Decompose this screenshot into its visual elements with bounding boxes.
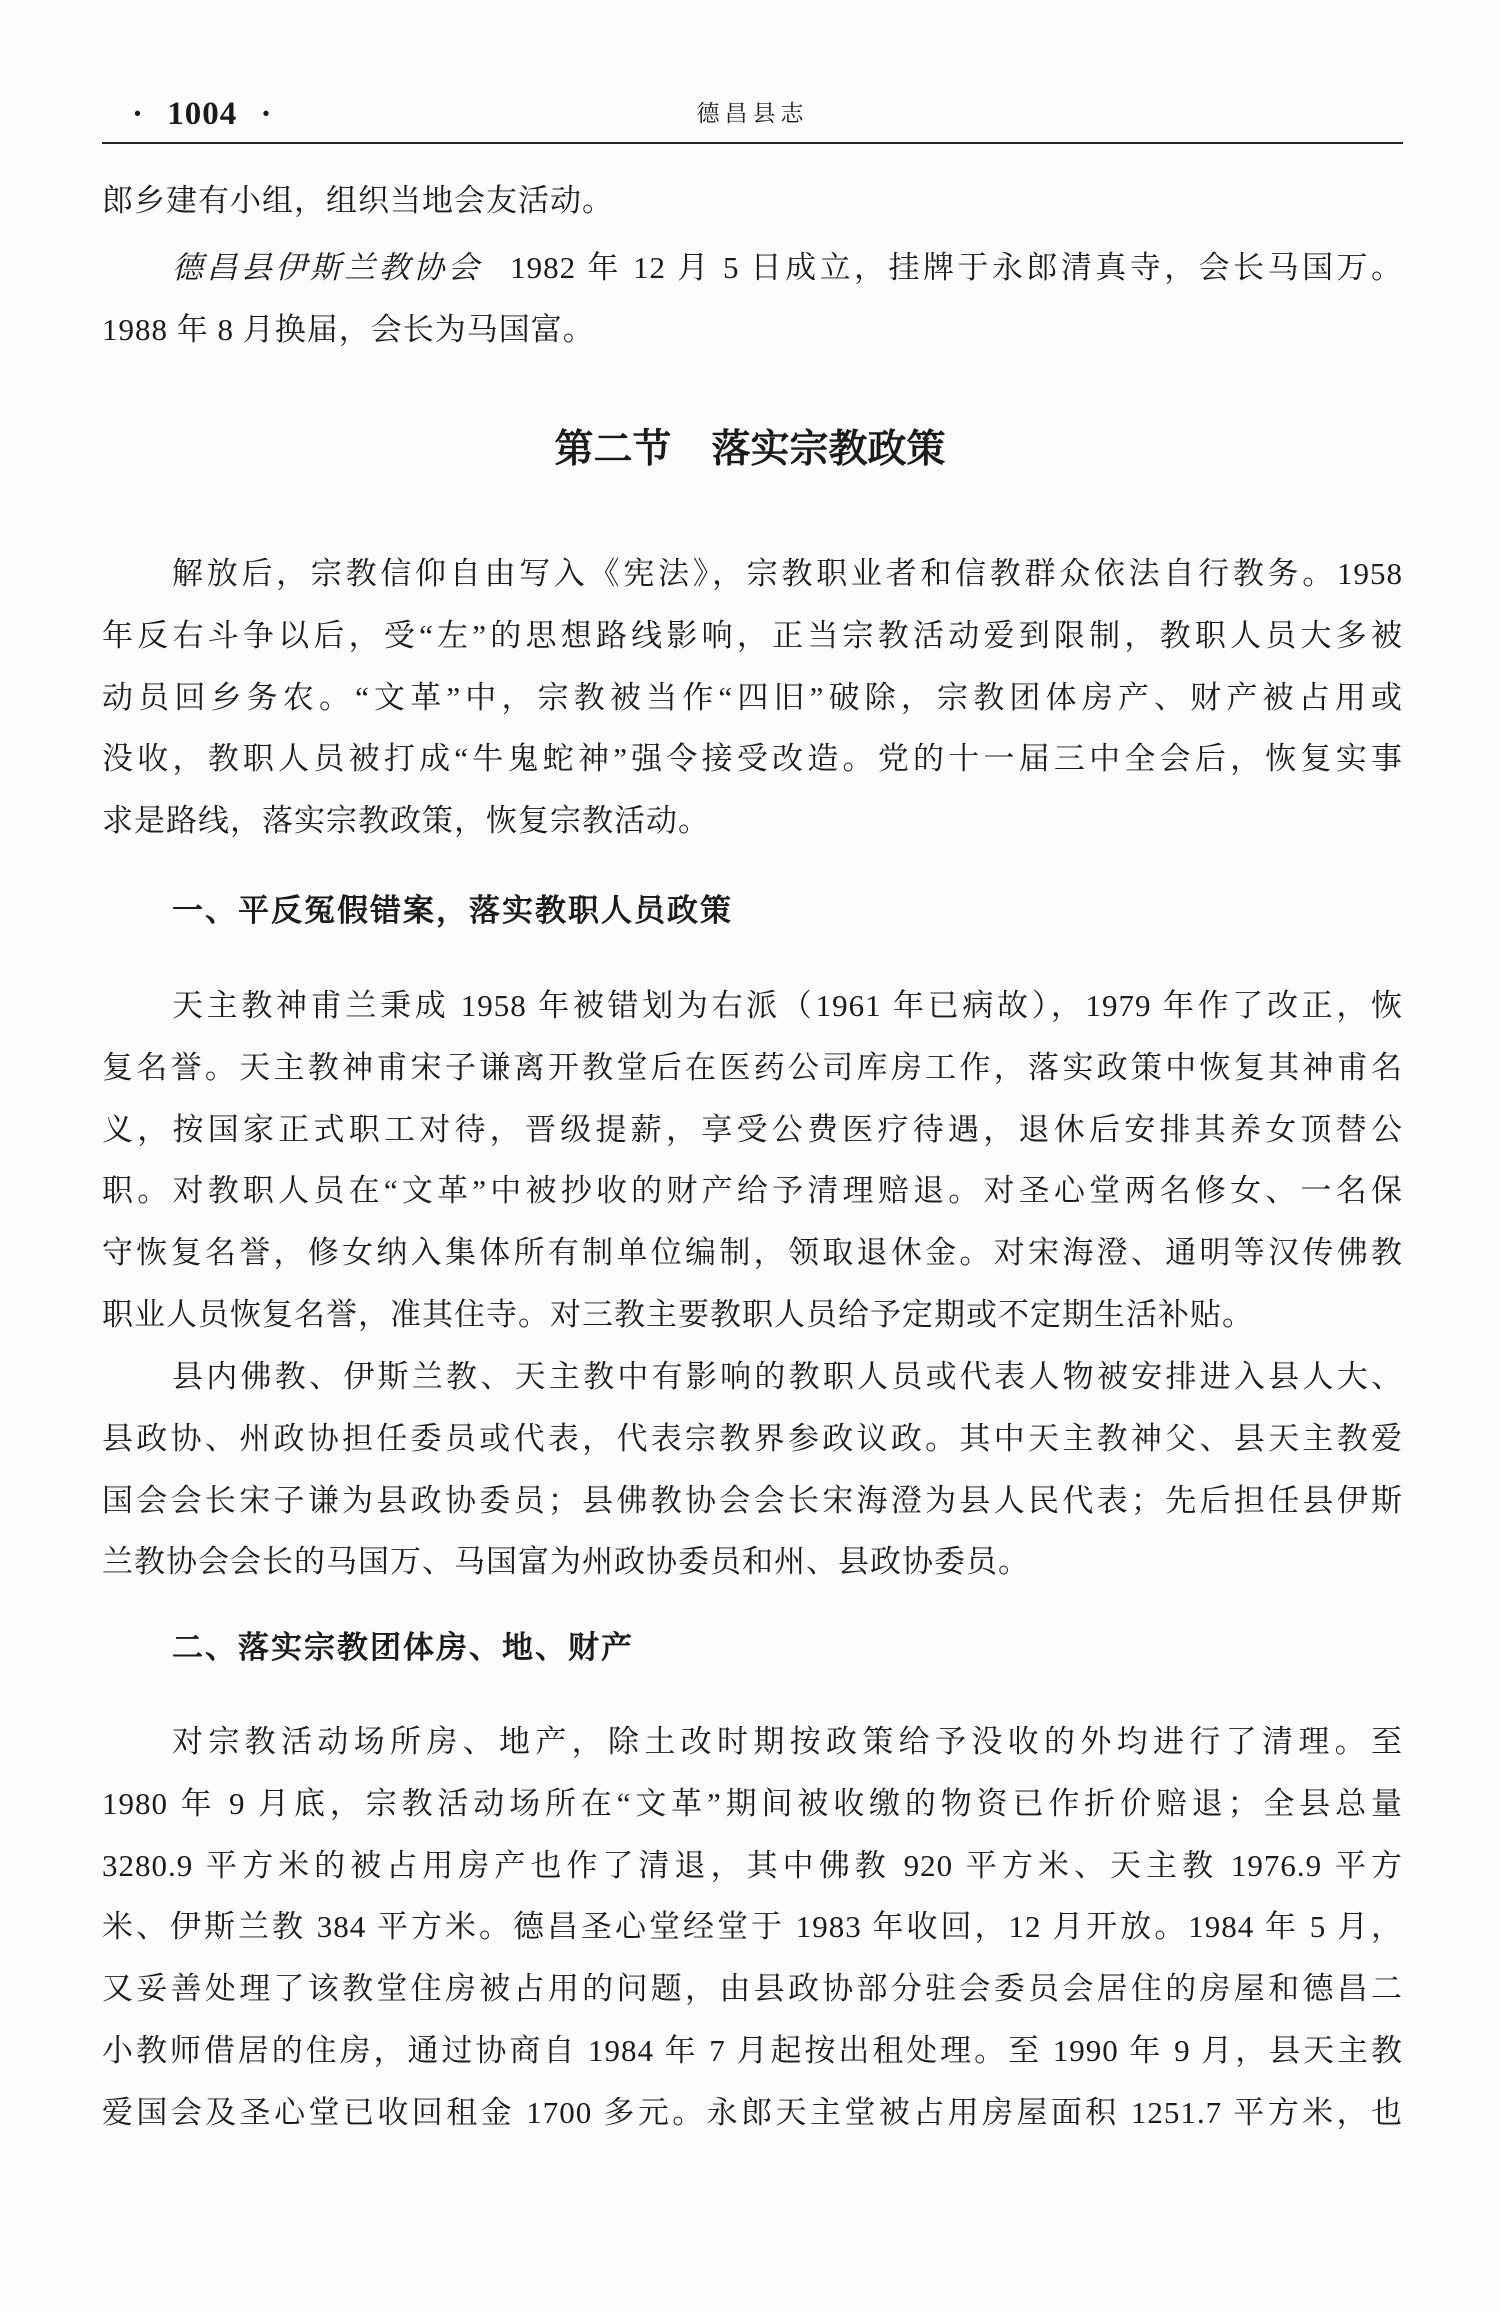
paragraph-line: 守恢复名誉，修女纳入集体所有制单位编制，领取退休金。对宋海澄、通明等汉传佛教 <box>102 1235 1403 1271</box>
subheading-block <box>102 1617 1403 1679</box>
subheading-2: 二、落实宗教团体房、地、财产 <box>172 1630 634 1665</box>
paragraph-line: 1988 年 8 月换届，会长为马国富。 <box>102 311 595 347</box>
paragraph-line: 没收，教职人员被打成“牛鬼蛇神”强令接受改造。党的十一届三中全会后，恢复实事 <box>102 741 1403 777</box>
subheading-block <box>102 880 1403 942</box>
paragraph-line: 对宗教活动场所房、地产，除土改时期按政策给予没收的外均进行了清理。至 <box>172 1724 1403 1759</box>
paragraph-property-restitution <box>102 1711 1403 2144</box>
running-title: 德昌县志 <box>696 101 809 126</box>
paragraph-line: 义，按国家正式职工对待，晋级提薪，享受公费医疗待遇，退休后安排其养女顶替公 <box>102 1111 1403 1147</box>
paragraph-line: 动员回乡务农。“文革”中，宗教被当作“四旧”破除，宗教团体房产、财产被占用或 <box>102 679 1403 715</box>
paragraph-line: 求是路线，落实宗教政策，恢复宗教活动。 <box>102 803 710 839</box>
section-name: 落实宗教政策 <box>711 428 946 471</box>
paragraph-line: 复名誉。天主教神甫宋子谦离开教堂后在医药公司库房工作，落实政策中恢复其神甫名 <box>102 1049 1403 1085</box>
paragraph-clergy-rehabilitation <box>102 975 1403 1346</box>
paragraph-line: 县政协、州政协担任委员或代表，代表宗教界参政议政。其中天主教神父、县天主教爱 <box>102 1420 1403 1456</box>
paragraph-line: 解放后，宗教信仰自由写入《宪法》，宗教职业者和信教群众依法自行教务。1958 <box>172 556 1403 591</box>
paragraph-line: 职。对教职人员在“文革”中被抄收的财产给予清理赔退。对圣心堂两名修女、一名保 <box>102 1173 1403 1209</box>
paragraph-line: 国会会长宋子谦为县政协委员；县佛教协会会长宋海澄为县人民代表；先后担任县伊斯 <box>102 1482 1403 1518</box>
paragraph-line <box>102 237 1403 299</box>
header-rule <box>102 142 1403 144</box>
paragraph-intro <box>102 543 1403 852</box>
paragraph-line: 小教师借居的住房，通过协商自 1984 年 7 月起按出租处理。至 1990 年 9 月，县天主教 <box>102 2032 1403 2068</box>
entry-lead-term: 德昌县伊斯兰教协会 <box>172 250 483 285</box>
entry-text: 1982 年 12 月 5 日成立，挂牌于永郎清真寺，会长马国万。 <box>510 250 1403 285</box>
paragraph-line: 职业人员恢复名誉，准其住寺。对三教主要教职人员给予定期或不定期生活补贴。 <box>102 1296 1254 1332</box>
paragraph-continuation <box>102 170 1403 232</box>
paragraph-line: 又妥善处理了该教堂住房被占用的问题，由县政协部分驻会委员会居住的房屋和德昌二 <box>102 1971 1403 2007</box>
paragraph-line: 爱国会及圣心堂已收回租金 1700 多元。永郎天主堂被占用房屋面积 1251.7 平方米，也 <box>102 2094 1403 2130</box>
paragraph-line: 1980 年 9 月底，宗教活动场所在“文革”期间被收缴的物资已作折价赔退；全县总量 <box>102 1785 1403 1821</box>
paragraph-line: 年反右斗争以后，受“左”的思想路线影响，正当宗教活动爱到限制，教职人员大多被 <box>102 617 1403 653</box>
paragraph-line: 天主教神甫兰秉成 1958 年被错划为右派（1961 年已病故），1979 年作了改正，恢 <box>172 988 1403 1023</box>
section-title <box>0 420 1500 480</box>
paragraph-line: 兰教协会会长的马国万、马国富为州政协委员和州、县政协委员。 <box>102 1544 1030 1580</box>
page-number: · 1004 · <box>132 96 273 132</box>
paragraph-line: 郎乡建有小组，组织当地会友活动。 <box>102 183 614 218</box>
paragraph-political-participation <box>102 1346 1403 1593</box>
paragraph-line: 县内佛教、伊斯兰教、天主教中有影响的教职人员或代表人物被安排进入县人大、 <box>172 1359 1403 1394</box>
paragraph-line: 米、伊斯兰教 384 平方米。德昌圣心堂经堂于 1983 年收回，12 月开放。1984 年 5 月， <box>102 1909 1403 1945</box>
subheading-1: 一、平反冤假错案，落实教职人员政策 <box>172 893 733 928</box>
paragraph-islamic-association <box>102 237 1403 361</box>
section-number: 第二节 <box>554 428 672 471</box>
paragraph-line: 3280.9 平方米的被占用房产也作了清退，其中佛教 920 平方米、天主教 1976.9 平方 <box>102 1847 1403 1883</box>
